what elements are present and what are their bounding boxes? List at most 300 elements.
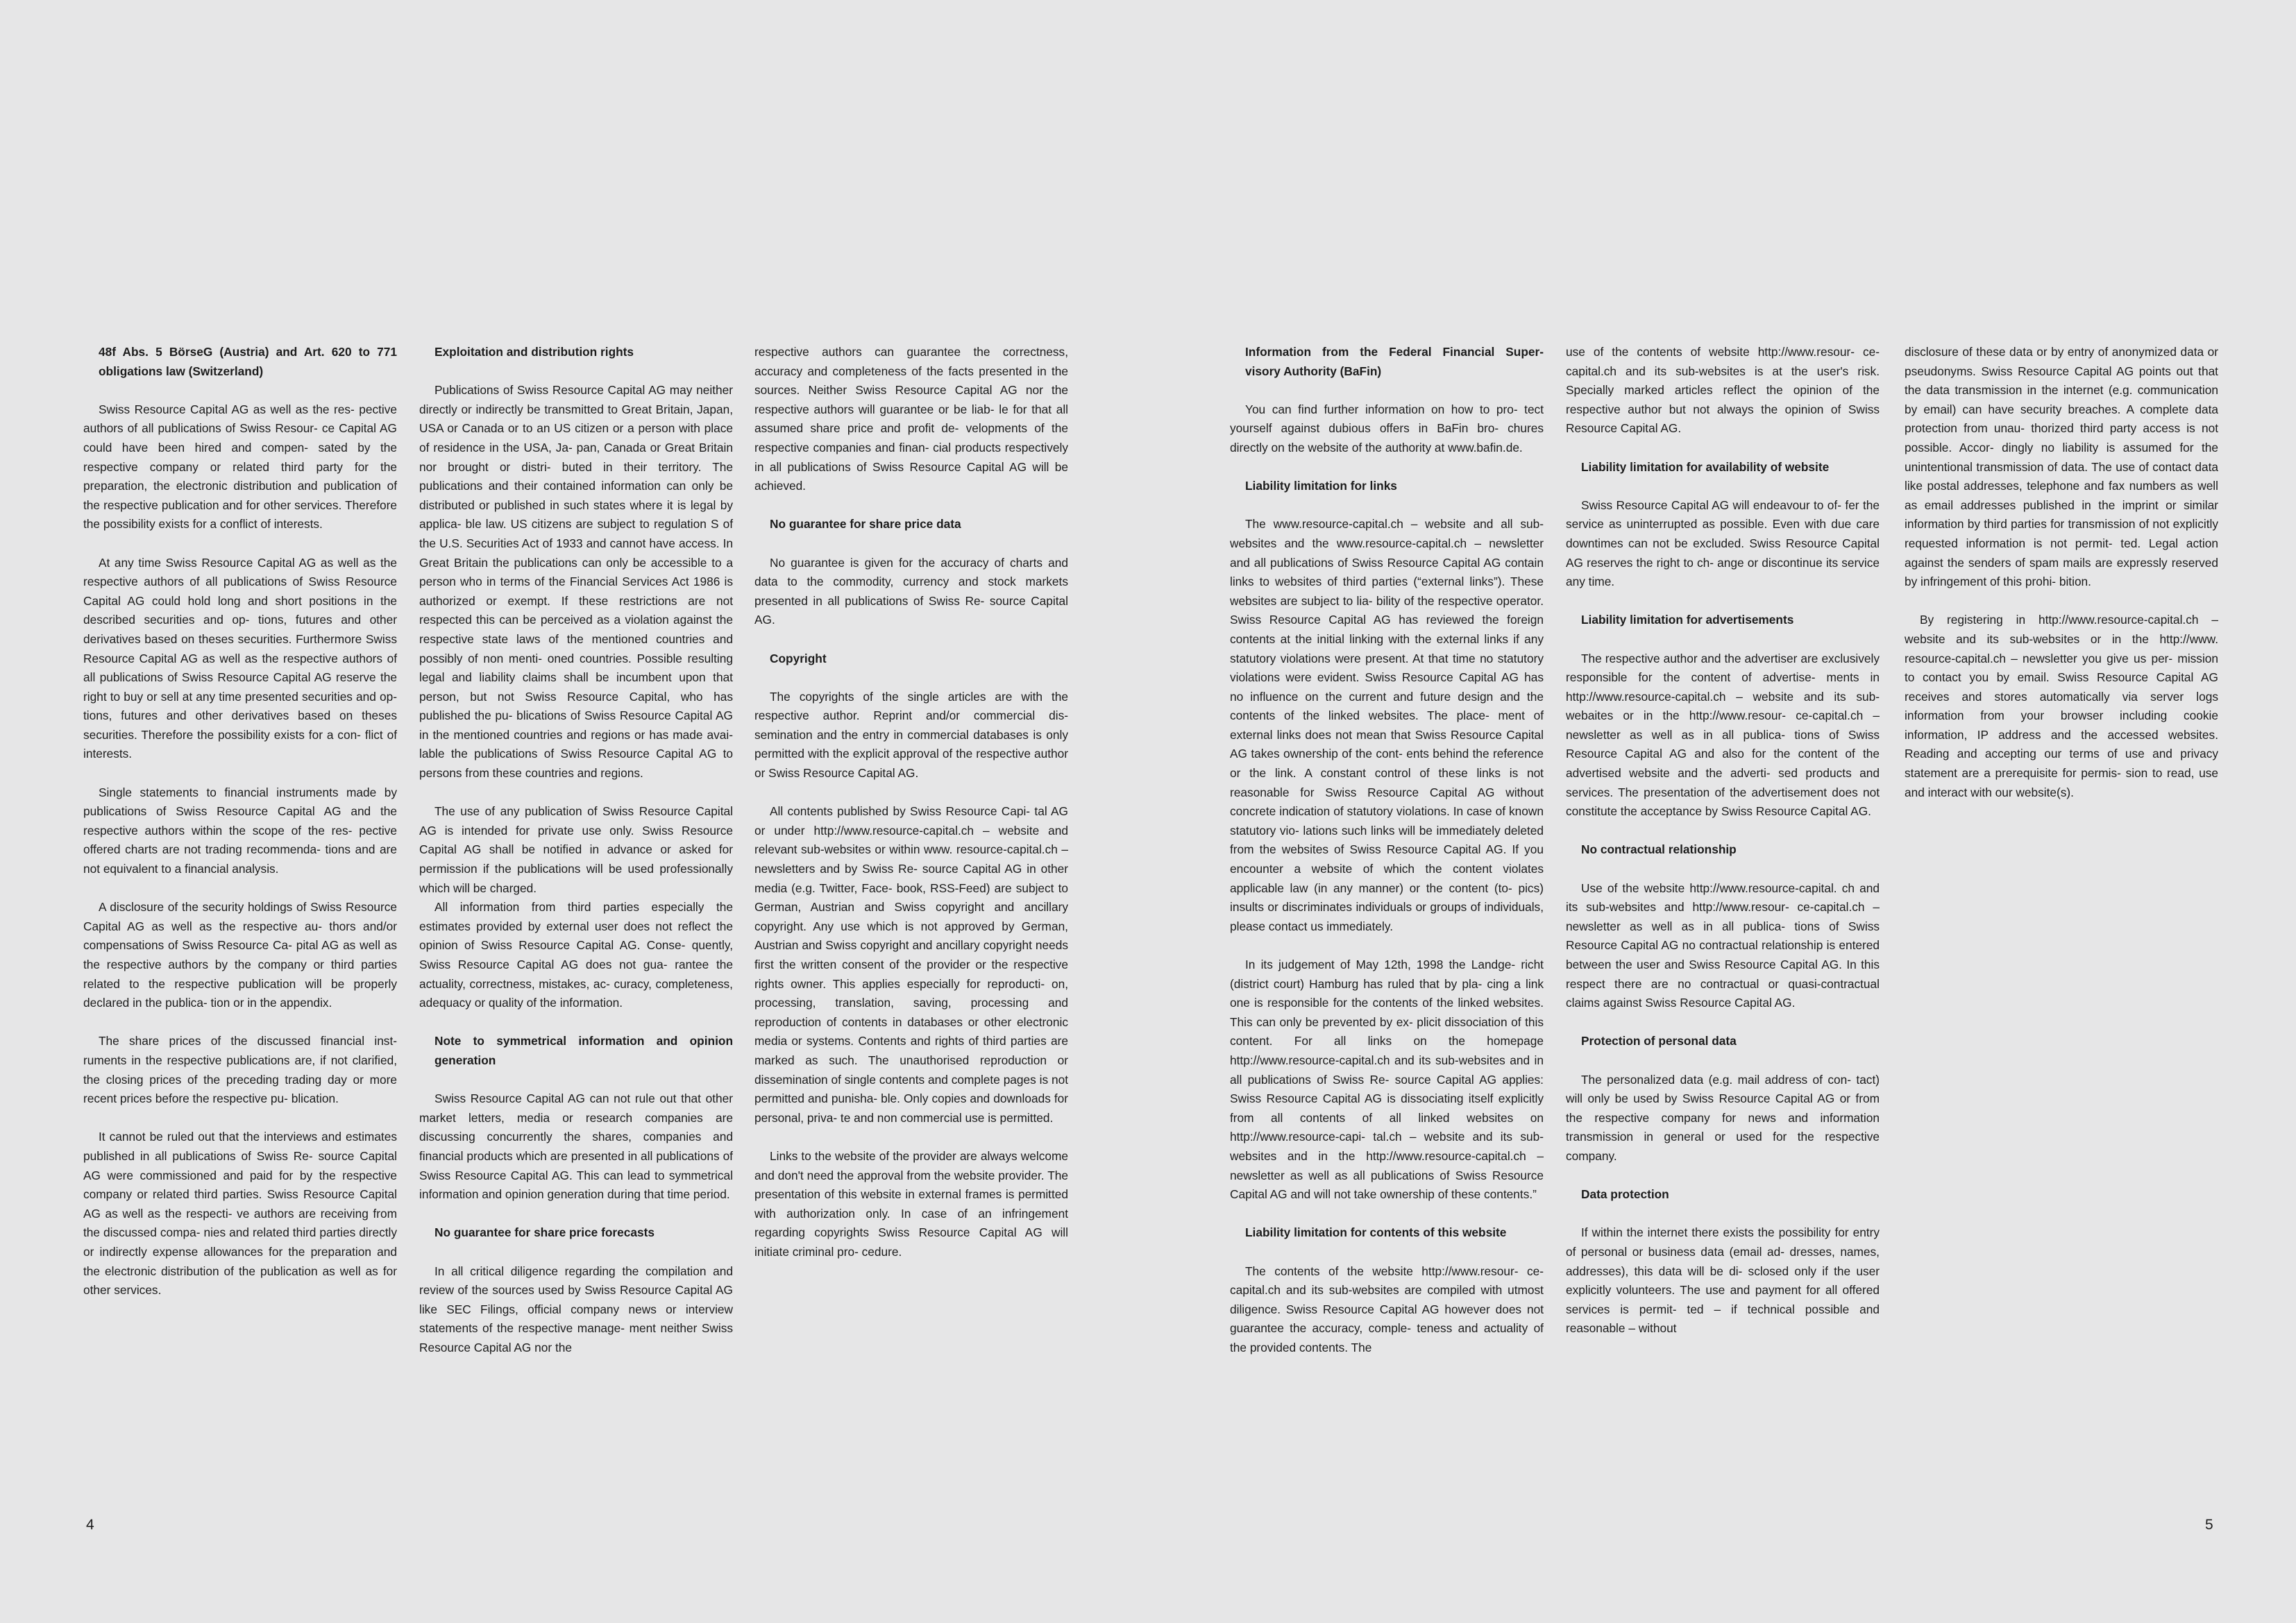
text-line: sub-websites and the www.resource-capital.ch – [1230, 517, 1544, 550]
text-line: disclosure of these data or by entry of anonymized [1905, 345, 2177, 359]
spacer [419, 1243, 733, 1262]
text-line: lable the publications of Swiss Resource Capital AG [419, 747, 717, 761]
text-line: Liability limitation for advertisements [1581, 613, 1794, 627]
text-line: publications of Swiss Resource Capital AG. This [419, 1148, 733, 1182]
text-line: tion or in the appendix. [210, 996, 332, 1010]
text-line: use of the contents of website http://www.resour- [1566, 345, 1855, 359]
text-line: Swiss Resource Capital AG will initiate criminal pro- [754, 1225, 1068, 1259]
text-line: Swiss copyright and ancillary copyright needs first [754, 938, 1068, 971]
text-line: contained information can only be distributed or [419, 479, 733, 512]
paragraph [83, 1128, 397, 1300]
text-line: and publication of the respective publication and [83, 479, 397, 512]
text-line: pan, Canada or Great Britain nor brought or distri- [419, 440, 733, 474]
text-line: You can find further information on how to pro- [1245, 402, 1518, 416]
text-line: initial linking with the external links if any statutory [1230, 631, 1544, 665]
text-line: AG or from the respective company for news and [1566, 1091, 1880, 1125]
section-heading [1230, 477, 1544, 496]
text-line: chures directly on the website of the authority at [1230, 421, 1544, 454]
text-line: the respective authors within the scope of the res- [83, 804, 397, 838]
paragraph [754, 688, 1068, 783]
paragraph [754, 802, 1068, 1128]
spacer [1566, 860, 1880, 879]
text-line: The copyrights of the single articles are with the [770, 689, 1068, 704]
text-line: the respective author but not always the opinion of [1566, 383, 1880, 416]
text-line: and its sub-webaites or in the http://www.resour- [1566, 689, 1880, 723]
text-line: securities. Furthermore Swiss Resource Capital AG [83, 631, 398, 665]
text-line: ce-capital.ch and its sub-websites are compiled [1230, 1264, 1544, 1298]
text-line: Swiss Resource Capital AG reserves the right to ch- [1566, 536, 1880, 570]
text-line: the mentioned countries and possibly of non menti- [419, 631, 733, 665]
text-line: buted in their territory. The publications and their [419, 459, 733, 493]
text-line: violations were present. At that time no statutory [1280, 651, 1544, 665]
text-line: lations such links will be immediately deleted from [1230, 823, 1544, 857]
text-line: short positions in the described securities and op- [83, 593, 397, 627]
text-line: claims shall be incumbent upon that person, but not [419, 670, 733, 704]
text-line: ble. Only copies and downloads for personal, priva- [754, 1091, 1068, 1125]
text-line: Swiss Resource Capital AG as well as the res- [99, 402, 355, 416]
text-line: No guarantee for share price data [770, 517, 961, 532]
spacer [754, 534, 1068, 554]
text-line: and privacy statement are a prerequisite for permis- [1905, 747, 2218, 781]
column [754, 343, 1068, 1262]
section-heading [419, 343, 733, 362]
text-line: ch and its sub-websites and http://www.resour- [1566, 881, 1880, 915]
text-line: data or pseudonyms. Swiss Resource Capital AG [1905, 345, 2218, 378]
text-line: ents behind the reference or the link. A constant [1230, 747, 1544, 781]
text-line: professionally which will be charged. [419, 862, 733, 895]
text-line: thors and/or compensations of Swiss Resource Ca- [83, 919, 397, 953]
text-line: is only permitted with the explicit approval of the [754, 727, 1068, 761]
text-line: ted – if technical possible and reasonable – without [1566, 1302, 1880, 1336]
text-line: If within the internet there exists the possibility [1581, 1225, 1831, 1240]
text-line: No guarantee is given for the accuracy of charts [770, 555, 1043, 570]
text-line: dingly no liability is assumed for the unintentional [1905, 440, 2218, 474]
text-line: Swiss Resource Capital AG can not rule out that [434, 1091, 701, 1106]
text-line: similar information by third parties for transmission [1905, 498, 2218, 532]
text-line: accessible to a person who in terms of the Financial [419, 555, 733, 589]
text-line: Data protection [1581, 1187, 1669, 1202]
text-line: for other services. [83, 1264, 397, 1298]
paragraph [1905, 343, 2218, 592]
text-line: as well as the respective authors of all publications [83, 651, 397, 685]
text-line: cial products respectively in all publications of [754, 440, 1068, 474]
spacer [1230, 936, 1544, 955]
paragraph [83, 400, 397, 534]
text-line: dresses, names, addresses), this data will be di- [1566, 1244, 1880, 1278]
text-line: source Capital AG in other media (e.g. Twitter, Face- [754, 862, 1068, 895]
text-line: accuracy and completeness of the facts presented [754, 364, 1032, 378]
paragraph [83, 554, 397, 765]
text-line: Exploitation and distribution rights [434, 345, 634, 359]
text-line: Swiss Resource Capital AG. [1566, 402, 1880, 436]
text-line: the U.S. Securities Act of 1933 and cannot have [419, 536, 675, 550]
text-line: At any time Swiss Resource Capital AG as well [99, 555, 359, 570]
text-line: access. In Great Britain the publications can only be [419, 536, 733, 570]
text-line: A disclosure of the security holdings of Swiss [99, 900, 342, 915]
text-line: Protection of personal data [1581, 1034, 1737, 1048]
section-heading [754, 515, 1068, 534]
spacer [419, 1013, 733, 1033]
text-line: respective author or Swiss Resource Capital AG. [754, 747, 1068, 781]
text-line: Capital AG like SEC Filings, official company news [419, 1283, 733, 1316]
text-line: bility of the respective operator. Swiss Resource [1230, 593, 1544, 627]
text-line: violations were evident. Swiss Resource Capital AG [1230, 670, 1519, 685]
spacer [83, 1109, 397, 1128]
text-line: the opinion of Swiss Resource Capital AG. Conse- [419, 919, 733, 953]
text-line: website provider. The presentation of this website in [754, 1168, 1068, 1202]
spacer [1566, 439, 1880, 458]
section-heading [1230, 1223, 1544, 1243]
text-line: use which is not approved by German, Austrian and [754, 919, 1068, 953]
text-line: rantee the actuality, correctness, mistakes, ac- [419, 958, 733, 991]
text-line: restrictions are not respected this can be perceived [419, 593, 733, 627]
paragraph [83, 783, 397, 879]
spacer [83, 879, 397, 899]
text-line: thorized third party access is not possible. Accor- [1905, 421, 2219, 454]
text-line: ruments in the respective publications are, if not [83, 1053, 348, 1067]
text-line: source Capital AG applies: Swiss Resource Capital [1230, 1072, 1544, 1106]
text-line: cedure. [861, 1244, 902, 1259]
text-line: of not explicitly requested information is not permit- [1905, 517, 2218, 550]
text-line: with utmost diligence. Swiss Resource Capital AG [1230, 1283, 1544, 1316]
text-line: Swiss Resource Capital AG could hold long and [83, 575, 397, 608]
paragraph [1566, 879, 1880, 1013]
text-line: neither directly or indirectly be transmitted to Great [419, 383, 733, 416]
spacer [1566, 477, 1880, 496]
text-line: can lead to symmetrical information and opinion [419, 1168, 733, 1202]
text-line: bition. [2059, 575, 2091, 589]
text-line: All contents published by Swiss Resource Capi- [770, 804, 1031, 819]
text-line: mission to contact you by email. Swiss Resource [1905, 651, 2218, 685]
paragraph [1566, 1071, 1880, 1166]
text-line: third parties are marked as such. The unauthorised [754, 1034, 1068, 1067]
section-heading [1566, 1032, 1880, 1051]
text-line: with due care downtimes can not be excluded. [1566, 517, 1880, 550]
text-line: mentioned countries and regions or has made avai- [453, 727, 733, 742]
paragraph [1230, 515, 1544, 936]
text-line: Services Act 1986 is authorized or exempt. If these [419, 575, 733, 608]
text-line: tions of Swiss Resource Capital AG and also for the [1566, 727, 1880, 761]
column [1566, 343, 1880, 1339]
text-line: Resource Capital AG without concrete indication of [1230, 785, 1544, 819]
text-line: resource-capital.ch – newsletters and by Swiss Re- [754, 842, 1068, 876]
text-line: has no influence on the current and future design [1230, 670, 1544, 704]
text-line: ce-capital.ch – newsletter as well as in all publica- [1566, 900, 1880, 933]
spacer [754, 783, 1068, 803]
text-line: Liability limitation for availability of website [1581, 459, 1830, 474]
text-line: Liability limitation for links [1245, 479, 1397, 493]
text-line: In all critical diligence regarding the compilation [434, 1264, 707, 1278]
text-line: Use of the website http://www.resource-capital. [1581, 881, 1837, 895]
paragraph [419, 381, 733, 783]
text-line: tions and are not equivalent to a financial analysis. [83, 842, 397, 876]
text-line: Swiss Resource Capital, who has published the pu- [419, 689, 733, 723]
text-line: Resource Capital AG. In this respect there are no [1566, 958, 1880, 991]
text-line: pics) insults or discriminates individuals or groups [1230, 881, 1544, 915]
text-line: as all publications of Swiss Resource Capital AG [1230, 1168, 1544, 1202]
text-line: sion to read, use and interact with our website(s). [1905, 766, 2218, 799]
text-line: advertisement does not constitute the acceptance [1566, 785, 1880, 819]
text-line: tact) will only be used by Swiss Resource Capital [1566, 1072, 1880, 1106]
text-line: The contents of the website http://www.resour- [1245, 1264, 1519, 1278]
text-line: control of these links is not reasonable for Swiss [1230, 766, 1544, 799]
text-line: use and payment for all offered services is permit- [1566, 1283, 1880, 1316]
text-line: generation during that time period. [547, 1187, 730, 1202]
paragraph [1905, 611, 2218, 802]
text-line: source Capital AG were commissioned and paid for [83, 1148, 397, 1182]
text-line: buy or sell at any time presented securities and op- [124, 689, 397, 704]
text-line: risk. Specially marked articles reflect the opinion of [1566, 364, 1880, 398]
text-line: By registering in http://www.resource-capital.ch [1920, 613, 2199, 627]
text-line: flict of interests. [83, 727, 398, 761]
spacer [83, 534, 397, 554]
text-line: 48f Abs. 5 BörseG (Austria) and Art. 620 to 771 [99, 345, 397, 359]
spacer [419, 1071, 733, 1090]
paragraph [1566, 343, 1880, 439]
paragraph [1566, 649, 1880, 822]
text-line: (“external links”). These websites are subject to lia- [1230, 575, 1544, 608]
spacer [83, 764, 397, 783]
text-line: velopments of the respective companies and finan- [754, 421, 1068, 454]
text-line: Capital AG has reviewed the foreign contents at the [1230, 613, 1544, 646]
section-heading [1566, 840, 1880, 860]
spacer [1566, 1051, 1880, 1071]
text-line: day or more recent prices before the respective pu- [83, 1072, 397, 1106]
text-line: by publications of Swiss Resource Capital AG and [83, 785, 397, 819]
spacer [1566, 592, 1880, 611]
spacer [754, 630, 1068, 649]
text-line: newsletter and all publications of Swiss Resource [1230, 536, 1544, 570]
text-line: and review of the sources used by Swiss Resource [419, 1264, 733, 1298]
paragraph [419, 898, 733, 1013]
paragraph [83, 1032, 397, 1108]
text-line: (e.g. communication by email) can have security [1905, 383, 2218, 416]
text-line: as the respective authors of all publications of [83, 555, 397, 589]
section-heading [1566, 611, 1880, 630]
text-line: clarified, the closing prices of the preceding trading [83, 1053, 397, 1087]
text-line: sed products and services. The presentation of the [1566, 766, 1880, 799]
text-line: ce Capital AG could have been hired and compen- [83, 421, 398, 454]
text-line: of all linked websites on http://www.resource-capi- [1230, 1110, 1544, 1144]
text-line: The share prices of the discussed financial inst- [99, 1034, 397, 1048]
text-line: contractual or quasi-contractual claims against [1566, 976, 1880, 1010]
text-line: website and relevant sub-websites or within www. [754, 823, 1068, 857]
spacer [1230, 458, 1544, 477]
text-line: electronic distribution of the publication as well as [105, 1264, 378, 1278]
text-line: sclosed only if the user explicitly volunteers. The [1566, 1264, 1880, 1298]
text-line: tect yourself against dubious offers in BaFin bro- [1230, 402, 1544, 436]
text-line: source Capital AG. [754, 593, 1068, 627]
text-line: tions, futures and other derivatives based on theses [83, 708, 397, 723]
text-line: by Swiss Resource Capital AG. [1705, 804, 1871, 819]
text-line: Swiss Resource Capital AG. [1645, 996, 1796, 1010]
text-line: Resource Capital AG as well as the respective au- [83, 900, 397, 933]
spacer [1566, 1013, 1880, 1033]
text-line: exclusively responsible for the content of advertise- [1566, 651, 1880, 685]
text-line: visory Authority (BaFin) [1245, 364, 1382, 378]
text-line: the written consent of the provider or the respective [779, 958, 1068, 971]
text-line: respective company. [1566, 1130, 1880, 1163]
text-line: homepage http://www.resource-capital.ch and its [1230, 1034, 1544, 1067]
text-line: No contractual relationship [1581, 842, 1737, 857]
section-heading [419, 1223, 733, 1243]
text-line: quently, Swiss Resource Capital AG does not gua- [419, 938, 733, 971]
text-line: It cannot be ruled out that the interviews and [99, 1130, 341, 1144]
text-line: ble law. US citizens are subject to regulation S of [465, 517, 733, 532]
page-number: 4 [86, 1517, 94, 1533]
text-line: linked websites. This can only be prevented by ex- [1230, 996, 1544, 1029]
text-line: pital AG as well as the respective authors by the [83, 938, 397, 971]
spacer [83, 1013, 397, 1033]
text-line: teness and actuality of the provided contents. The [1230, 1321, 1544, 1354]
paragraph [754, 1147, 1068, 1262]
spacer [1905, 592, 2218, 611]
text-line: nies and related third parties directly or indirectly [83, 1225, 397, 1259]
text-line: welcome and don't need the approval from the [754, 1148, 1068, 1182]
spacer [83, 381, 397, 400]
text-line: AG is dissociating itself explicitly from all contents [1230, 1091, 1544, 1125]
text-line: ange or discontinue its service any time. [1566, 555, 1880, 589]
column [1230, 343, 1544, 1357]
text-line: rights owner. This applies especially for reproducti- [754, 976, 1045, 991]
text-line: as a violation against the respective state laws of [419, 613, 733, 646]
section-heading [754, 649, 1068, 669]
text-line: tions of Swiss Resource Capital AG no contractual [1566, 919, 1880, 953]
spacer [1230, 1205, 1544, 1224]
text-line: No guarantee for share price forecasts [434, 1225, 655, 1240]
column [1905, 343, 2218, 802]
text-line: blication. [291, 1091, 339, 1106]
text-line: Resource Capital AG shall be notified in advance or [419, 823, 733, 857]
text-line: nor the respective authors will guarantee or be liab- [754, 383, 1068, 416]
text-line: Capital AG receives and stores automatically via [1905, 670, 2218, 704]
text-line: electronic media or systems. Contents and rights of [754, 1014, 1068, 1048]
spacer [419, 783, 733, 803]
text-line: or a person with place of residence in the USA, Ja- [419, 421, 733, 454]
text-line: and will not take ownership of these contents.” [1290, 1187, 1537, 1202]
text-line: party for the preparation, the electronic distribution [83, 459, 397, 493]
text-line: Publications of Swiss Resource Capital AG may [434, 383, 693, 398]
section-heading [419, 1032, 733, 1070]
text-line: however does not guarantee the accuracy, comple- [1230, 1302, 1544, 1336]
text-line: pective offered charts are not trading recommenda- [83, 823, 397, 857]
text-line: Resource Capital AG takes ownership of the cont- [1230, 727, 1544, 761]
section-heading [1566, 1185, 1880, 1205]
spacer [1566, 1166, 1880, 1186]
text-line: The use of any publication of Swiss Resource [434, 804, 691, 819]
column [83, 343, 397, 1300]
text-line: on, processing, translation, saving, processing and [754, 976, 1068, 1010]
text-line: transmission of data. The use of contact data like [1905, 459, 2218, 493]
text-line: ment neither Swiss Resource Capital AG nor the [419, 1321, 733, 1354]
text-line: www.bafin.de. [1448, 440, 1523, 454]
spacer [1566, 1205, 1880, 1224]
paragraph [1566, 496, 1880, 592]
text-line: information transmission in general or used for the [1566, 1110, 1880, 1144]
paragraph [1230, 400, 1544, 458]
text-line: server logs information from your browser including [1905, 689, 2218, 723]
text-line: to persons from these countries and regions. [419, 747, 733, 781]
text-line: points out that the data transmission in the internet [1905, 364, 2218, 398]
text-line: markets presented in all publications of Swiss Re- [754, 575, 1068, 608]
spacer [1230, 381, 1544, 400]
text-line: published in such states where it is legal by applica- [419, 498, 733, 532]
text-line: fer the service as uninterrupted as possible. Even [1566, 498, 1880, 532]
text-line: The www.resource-capital.ch – website and all [1245, 517, 1513, 532]
text-line: securities. Therefore the possibility exists for a con- [83, 727, 361, 742]
text-line: plicit dissociation of this content. For all links on the [1230, 1014, 1544, 1048]
spacer [419, 362, 733, 382]
text-line: Information from the Federal Financial Super- [1245, 345, 1544, 359]
text-line: information. [559, 996, 623, 1010]
text-line: te and non commercial use is permitted. [840, 1110, 1054, 1125]
text-line: ce-capital.ch and its sub-websites is at the user's [1566, 345, 1880, 378]
text-line: ve authors are receiving from the discussed compa- [83, 1206, 397, 1240]
column [419, 343, 733, 1357]
text-line: cookie information, IP address and the accessed [1905, 708, 2218, 742]
text-line: pective authors of all publications of Swiss Resour- [83, 402, 397, 436]
text-line: http://www.resource-capital.ch – newsletter as well [1230, 1148, 1544, 1182]
text-line: ted. Legal action against the senders of spam mails [1905, 536, 2218, 570]
text-line: The personalized data (e.g. mail address of con- [1581, 1072, 1851, 1087]
text-line: and data to the commodity, currency and stock [754, 555, 1068, 589]
text-line: curacy, completeness, adequacy or quality of the [419, 976, 733, 1010]
text-line: and complete pages is not permitted and punisha- [754, 1072, 1068, 1106]
text-line: of Swiss Resource Capital AG reserve the right to [83, 670, 397, 704]
text-line: – website and its sub-websites or in the http://www. [1905, 613, 2218, 646]
text-line: statutory violations. In case of known statutory vio- [1230, 804, 1544, 838]
text-line: are discussing concurrently the shares, companies [419, 1110, 733, 1144]
text-line: book, RSS-Feed) are subject to German, Austrian [754, 881, 1068, 915]
text-line: In its judgement of May 12th, 1998 the Landge- [1245, 958, 1516, 971]
text-line: sub-websites and in all publications of Swiss Re- [1230, 1053, 1544, 1087]
text-line: the websites of Swiss Resource Capital AG. If you [1259, 842, 1544, 857]
spacer [1230, 496, 1544, 516]
text-line: Swiss Resource Capital AG as well as the respecti- [83, 1187, 397, 1221]
text-line: blications of Swiss Resource Capital AG in the [419, 708, 734, 742]
text-line: well as email addresses published in the imprint or [1905, 479, 2218, 512]
paragraph [419, 1089, 733, 1205]
text-line: estimates provided by external user does not reflect [419, 919, 711, 933]
text-line: postal addresses, telephone and fax numbers as [1927, 479, 2193, 493]
text-line: are expressly reserved by infringement of this prohi- [1905, 555, 2218, 589]
spacer [1566, 822, 1880, 841]
paragraph [1566, 1223, 1880, 1339]
text-line: reproduction or dissemination of single contents [754, 1053, 1068, 1087]
paragraph [419, 802, 733, 898]
text-line: obligations law (Switzerland) [99, 364, 264, 378]
text-line: tal.ch – website and its sub-websites and in the [1230, 1130, 1544, 1163]
text-line: breaches. A complete data protection from unau- [1905, 402, 2218, 436]
text-line: All information from third parties especially the [434, 900, 733, 915]
page-right [1148, 0, 2296, 1623]
text-line: Links to the website of the provider are always [770, 1148, 1018, 1163]
text-line: and Swiss copyright and ancillary copyright. Any [754, 900, 1068, 933]
text-line: estimates published in all publications of Swiss Re- [83, 1130, 397, 1163]
spacer [419, 1205, 733, 1224]
text-line: Capital AG contain links to websites of third parties [1230, 555, 1544, 589]
text-line: In case of an infringement regarding copyrights [754, 1206, 1068, 1240]
text-line: resource-capital.ch – newsletter you give us per- [1905, 651, 2173, 665]
text-line: company or third parties related to the respective [83, 958, 397, 991]
spacer [754, 668, 1068, 688]
text-line: publication will be properly declared in the publica- [83, 976, 397, 1010]
text-line: The respective author and the advertiser are [1581, 651, 1818, 665]
text-line: applicable law (in any manner) or the content (to- [1230, 881, 1512, 895]
text-line: content of the advertised website and the adverti- [1566, 747, 1880, 781]
text-line: oned countries. Possible resulting legal and liability [419, 651, 733, 685]
text-line: in the sources. Neither Swiss Resource Capital AG [754, 364, 1068, 398]
